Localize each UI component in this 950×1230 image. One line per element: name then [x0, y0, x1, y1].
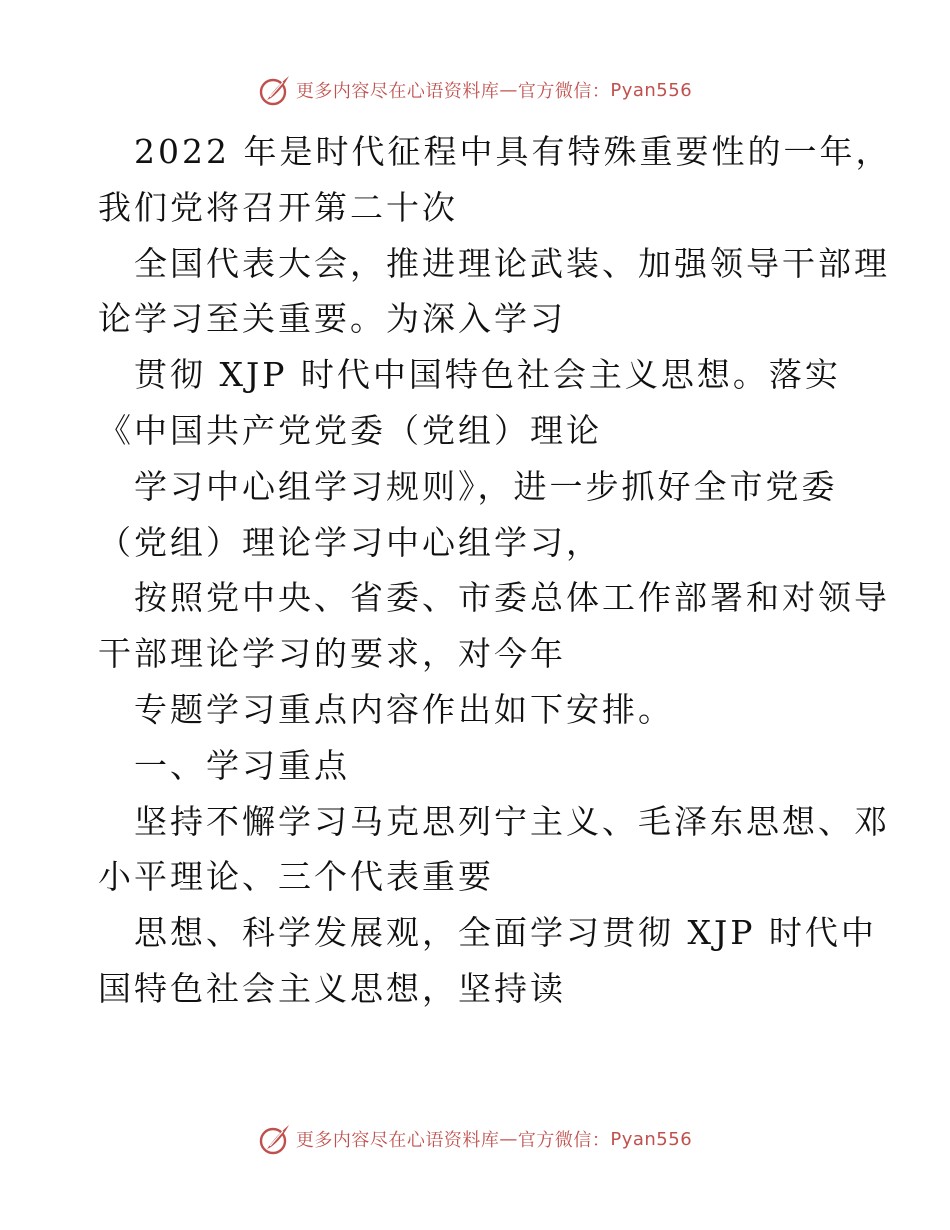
text-line: 小平理论、三个代表重要	[98, 857, 494, 897]
watermark-text: 更多内容尽在心语资料库	[295, 1130, 500, 1151]
header-watermark	[0, 70, 950, 110]
text-line: 国特色社会主义思想，坚持读	[98, 968, 566, 1008]
watermark-wechat-id: Pyan556	[610, 1128, 693, 1150]
document-body	[98, 124, 892, 1017]
text-line: 按照党中央、省委、市委总体工作部署和对领导	[134, 578, 890, 618]
text-line: 学习中心组学习规则》，进一步抓好全市党委	[134, 466, 838, 506]
feather-seal-icon	[258, 73, 292, 107]
text-line: 坚持不懈学习马克思列宁主义、毛泽东思想、邓	[134, 801, 890, 841]
watermark-separator: —	[499, 79, 518, 101]
text-line: 全国代表大会，推进理论武装、加强领导干部理	[134, 243, 890, 283]
text-line: 《中国共产党党委（党组）理论	[98, 410, 602, 450]
watermark-wechat-id: Pyan556	[610, 79, 693, 101]
watermark-wechat-label: 官方微信：	[517, 1130, 611, 1151]
feather-seal-icon	[258, 1122, 292, 1156]
text-line: 思想、科学发展观，全面学习贯彻 XJP 时代中	[134, 913, 877, 953]
footer-watermark	[0, 1119, 950, 1159]
text-line: （党组）理论学习中心组学习，	[98, 522, 602, 562]
text-line: 2022 年是时代征程中具有特殊重要性的一年，	[134, 132, 892, 171]
text-line: 论学习至关重要。为深入学习	[98, 299, 566, 339]
watermark-text: 更多内容尽在心语资料库	[295, 81, 500, 102]
text-line: 一、学习重点	[134, 745, 350, 785]
text-line: 专题学习重点内容作出如下安排。	[134, 689, 674, 729]
watermark-wechat-label: 官方微信：	[517, 81, 611, 102]
watermark-separator: —	[499, 1128, 518, 1150]
text-line: 我们党将召开第二十次	[98, 187, 458, 227]
text-line: 贯彻 XJP 时代中国特色社会主义思想。落实	[134, 355, 841, 395]
text-line: 干部理论学习的要求，对今年	[98, 634, 566, 674]
